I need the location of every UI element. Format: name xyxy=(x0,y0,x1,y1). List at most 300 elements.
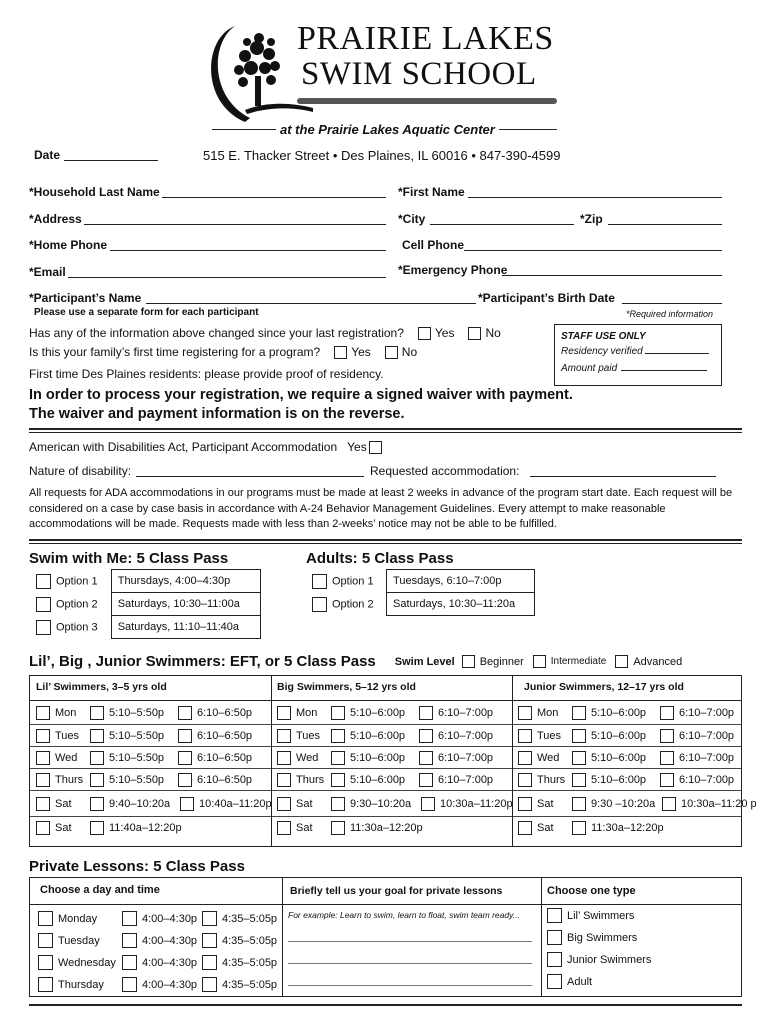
time-checkbox[interactable] xyxy=(572,797,586,811)
time-checkbox[interactable] xyxy=(331,729,345,743)
time-label: 9:30 –10:20a xyxy=(591,798,656,810)
swimmers-day-option[interactable] xyxy=(36,773,83,787)
time-label: 5:10–6:00p xyxy=(591,774,647,786)
swimmers-time-option[interactable] xyxy=(662,797,757,811)
time-label: 9:40–10:20a xyxy=(109,798,171,810)
swimmers-time-option[interactable] xyxy=(331,821,423,835)
day-checkbox[interactable] xyxy=(277,751,291,765)
swimmers-time-option[interactable] xyxy=(660,773,734,787)
day-label: Thurs xyxy=(55,774,84,786)
time-label: 4:35–5:05p xyxy=(222,956,278,969)
time-checkbox[interactable] xyxy=(419,729,433,743)
email-label: *Email xyxy=(29,265,66,279)
adults-title: Adults: 5 Class Pass xyxy=(306,550,454,567)
day-checkbox[interactable] xyxy=(277,821,291,835)
time-label: 11:30a–12:20p xyxy=(591,822,664,834)
amount-label: Amount paid xyxy=(561,363,618,374)
brand-line1: PRAIRIE LAKES xyxy=(297,20,554,57)
requested-field[interactable] xyxy=(530,476,716,477)
residency-field[interactable] xyxy=(645,353,709,354)
swimmers-time-option[interactable] xyxy=(178,773,252,787)
school-address: 515 E. Thacker Street • Des Plaines, IL 60016 • 847-390-4599 xyxy=(203,148,561,163)
email-field[interactable] xyxy=(68,277,386,278)
swimmers-time-option[interactable] xyxy=(572,797,655,811)
day-checkbox[interactable] xyxy=(277,773,291,787)
time-checkbox[interactable] xyxy=(419,706,433,720)
private-col2-header: Briefly tell us your goal for private lessons xyxy=(290,885,503,897)
private-day-option[interactable] xyxy=(38,911,97,926)
adults-table xyxy=(312,569,535,616)
private-time-option[interactable] xyxy=(122,933,197,948)
time-checkbox[interactable] xyxy=(662,797,676,811)
time-checkbox[interactable] xyxy=(122,933,137,948)
ada-paragraph: All requests for ADA accommodations in our programs must be made at least 2 weeks in advance of the program start date. Each request will be considered on a case by case basis in accordance with A-24 Behavior Management Guidelines. Every attempt to make reasonable accommodations will be made. Requests made with less than 2-weeks’ notice may not be able to be fulfilled. xyxy=(29,487,733,530)
time-label: 4:35–5:05p xyxy=(222,978,278,991)
waiver-notice xyxy=(29,386,573,424)
emergency-phone-field[interactable] xyxy=(502,275,722,276)
nature-field[interactable] xyxy=(136,476,364,477)
time-label: 6:10–6:50p xyxy=(197,730,253,742)
time-checkbox[interactable] xyxy=(331,773,345,787)
day-label: Thursday xyxy=(58,978,104,991)
time-checkbox[interactable] xyxy=(178,751,192,765)
swimmers-time-option[interactable] xyxy=(90,751,164,765)
swimmers-time-option[interactable] xyxy=(178,751,252,765)
time-checkbox[interactable] xyxy=(331,797,345,811)
swimmers-time-option[interactable] xyxy=(572,773,646,787)
swimmers-time-option[interactable] xyxy=(331,797,411,811)
staff-use-box xyxy=(554,324,722,386)
bottom-rule xyxy=(29,1004,742,1006)
time-label: 10:30a–11:20p xyxy=(440,798,513,810)
swimmers-time-option[interactable] xyxy=(331,751,405,765)
home-phone-field[interactable] xyxy=(110,250,386,251)
first-name-field[interactable] xyxy=(468,197,722,198)
time-label: 5:10–6:00p xyxy=(350,774,406,786)
day-checkbox[interactable] xyxy=(518,706,532,720)
swimmers-day-option[interactable] xyxy=(36,821,72,835)
type-checkbox[interactable] xyxy=(547,908,562,923)
time-label: 6:10–7:00p xyxy=(679,774,735,786)
time-checkbox[interactable] xyxy=(572,773,586,787)
day-checkbox[interactable] xyxy=(518,729,532,743)
time-checkbox[interactable] xyxy=(331,751,345,765)
time-label: 5:10–6:00p xyxy=(350,707,406,719)
swimmers-day-option[interactable] xyxy=(36,706,76,720)
type-checkbox[interactable] xyxy=(547,952,562,967)
day-checkbox[interactable] xyxy=(38,955,53,970)
private-time-option[interactable] xyxy=(202,955,277,970)
time-checkbox[interactable] xyxy=(660,706,674,720)
swimmers-table xyxy=(29,675,757,847)
swimmers-time-option[interactable] xyxy=(90,821,182,835)
requested-label: Requested accommodation: xyxy=(370,464,520,478)
time-checkbox[interactable] xyxy=(660,729,674,743)
time-label: 4:00–4:30p xyxy=(142,934,198,947)
q1-no-label: No xyxy=(485,326,501,340)
swimmers-day-option[interactable] xyxy=(36,729,79,743)
participant-name-field[interactable] xyxy=(146,303,476,304)
day-checkbox[interactable] xyxy=(518,773,532,787)
swimmers-day-option[interactable] xyxy=(277,773,324,787)
swimmers-day-option[interactable] xyxy=(36,797,72,811)
participant-birth-date-field[interactable] xyxy=(622,303,722,304)
day-checkbox[interactable] xyxy=(518,797,532,811)
time-checkbox[interactable] xyxy=(331,706,345,720)
logo xyxy=(205,18,565,126)
time-checkbox[interactable] xyxy=(178,729,192,743)
swm-option-cell xyxy=(36,570,111,593)
private-time-option[interactable] xyxy=(202,933,277,948)
goal-line[interactable] xyxy=(288,985,532,986)
time-checkbox[interactable] xyxy=(419,751,433,765)
time-label: 5:10–6:00p xyxy=(350,752,406,764)
swimmers-time-option[interactable] xyxy=(572,706,646,720)
day-label: Tuesday xyxy=(58,934,100,947)
swimmers-time-option[interactable] xyxy=(572,751,646,765)
private-time-option[interactable] xyxy=(122,911,197,926)
day-checkbox[interactable] xyxy=(36,773,50,787)
level-beginner-checkbox[interactable] xyxy=(462,655,475,668)
type-label: Junior Swimmers xyxy=(567,953,652,966)
swimmers-column-header: Lil’ Swimmers, 3–5 yrs old xyxy=(36,681,167,693)
time-label: 10:30a–11:20 p xyxy=(681,798,757,810)
swimmers-time-option[interactable] xyxy=(572,729,646,743)
day-checkbox[interactable] xyxy=(38,933,53,948)
day-label: Tues xyxy=(55,730,80,742)
day-checkbox[interactable] xyxy=(277,797,291,811)
swm-option-cell xyxy=(36,616,111,639)
day-label: Sat xyxy=(55,798,72,810)
adults-option-row xyxy=(312,593,535,616)
time-label: 4:00–4:30p xyxy=(142,956,198,969)
time-checkbox[interactable] xyxy=(660,751,674,765)
question-text: Is this your family’s first time registering for a program? xyxy=(29,345,321,359)
time-checkbox[interactable] xyxy=(331,821,345,835)
swm-option-checkbox[interactable] xyxy=(36,620,51,635)
wave-divider xyxy=(297,98,557,104)
swimmers-time-option[interactable] xyxy=(660,751,734,765)
swimmers-day-option[interactable] xyxy=(36,751,77,765)
day-label: Wed xyxy=(296,752,319,764)
swimmers-time-option[interactable] xyxy=(90,729,164,743)
adults-option-time: Saturdays, 10:30–11:20a xyxy=(387,593,535,616)
level-intermediate-label: Intermediate xyxy=(550,656,607,667)
day-checkbox[interactable] xyxy=(36,751,50,765)
time-checkbox[interactable] xyxy=(122,911,137,926)
level-advanced-label: Advanced xyxy=(633,655,683,668)
time-checkbox[interactable] xyxy=(90,706,104,720)
swimmers-time-option[interactable] xyxy=(419,773,493,787)
time-label: 5:10–6:00p xyxy=(591,752,647,764)
residency-label: Residency verified xyxy=(561,346,643,357)
time-checkbox[interactable] xyxy=(421,797,435,811)
adults-option-cell xyxy=(312,570,387,593)
day-checkbox[interactable] xyxy=(36,797,50,811)
private-table xyxy=(29,877,742,997)
swimmers-time-option[interactable] xyxy=(331,773,405,787)
swimmers-day-option[interactable] xyxy=(277,797,313,811)
household-last-name-label: *Household Last Name xyxy=(29,185,160,199)
q2-yes-checkbox[interactable] xyxy=(334,346,347,359)
question-residency: First time Des Plaines residents: please provide proof of residency. xyxy=(29,367,384,381)
goal-line[interactable] xyxy=(288,941,532,942)
day-checkbox[interactable] xyxy=(277,729,291,743)
time-checkbox[interactable] xyxy=(90,797,104,811)
time-checkbox[interactable] xyxy=(572,706,586,720)
private-day-option[interactable] xyxy=(38,933,100,948)
private-day-option[interactable] xyxy=(38,977,104,992)
goal-line[interactable] xyxy=(288,963,532,964)
swimmers-day-option[interactable] xyxy=(518,706,558,720)
question-first-time xyxy=(29,345,417,359)
day-label: Mon xyxy=(296,707,318,719)
waiver-line2: The waiver and payment information is on the reverse. xyxy=(29,406,405,422)
day-label: Wednesday xyxy=(58,956,116,969)
swimmers-title-row xyxy=(29,653,682,670)
private-col3-header: Choose one type xyxy=(547,885,636,897)
swm-option-checkbox[interactable] xyxy=(36,574,51,589)
time-checkbox[interactable] xyxy=(178,706,192,720)
swimmers-column-header: Junior Swimmers, 12–17 yrs old xyxy=(524,681,684,693)
staff-title: STAFF USE ONLY xyxy=(561,331,646,342)
day-checkbox[interactable] xyxy=(36,729,50,743)
household-last-name-field[interactable] xyxy=(162,197,386,198)
adults-option-label: Option 2 xyxy=(332,597,374,610)
time-checkbox[interactable] xyxy=(122,955,137,970)
type-label: Lil’ Swimmers xyxy=(567,909,635,922)
private-type-option[interactable] xyxy=(547,974,592,989)
private-time-option[interactable] xyxy=(202,977,277,992)
time-label: 4:35–5:05p xyxy=(222,934,278,947)
day-label: Sat xyxy=(537,822,554,834)
private-time-option[interactable] xyxy=(122,955,197,970)
ada-yes-checkbox[interactable] xyxy=(369,441,382,454)
day-checkbox[interactable] xyxy=(36,706,50,720)
day-checkbox[interactable] xyxy=(518,821,532,835)
time-checkbox[interactable] xyxy=(572,821,586,835)
time-label: 11:40a–12:20p xyxy=(109,822,182,834)
time-checkbox[interactable] xyxy=(122,977,137,992)
swimmers-day-option[interactable] xyxy=(518,821,554,835)
swim-with-me-title: Swim with Me: 5 Class Pass xyxy=(29,550,229,567)
date-label: Date xyxy=(34,148,61,162)
brand-line2: SWIM SCHOOL xyxy=(301,56,537,92)
time-label: 6:10–7:00p xyxy=(438,752,494,764)
time-checkbox[interactable] xyxy=(90,773,104,787)
time-label: 6:10–7:00p xyxy=(679,752,735,764)
time-label: 6:10–6:50p xyxy=(197,774,253,786)
question-text: Has any of the information above changed since your last registration? xyxy=(29,326,404,340)
private-type-option[interactable] xyxy=(547,908,634,923)
swm-option-row xyxy=(36,616,261,639)
day-label: Sat xyxy=(537,798,554,810)
swimmers-time-option[interactable] xyxy=(419,706,493,720)
ada-yes-label: Yes xyxy=(347,440,367,454)
q1-yes-checkbox[interactable] xyxy=(418,327,431,340)
swimmers-time-option[interactable] xyxy=(419,729,493,743)
swimmers-time-option[interactable] xyxy=(419,751,493,765)
swm-option-label: Option 2 xyxy=(56,597,98,610)
participant-name-label: *Participant’s Name xyxy=(29,291,142,305)
section-divider xyxy=(29,428,742,433)
swimmers-time-option[interactable] xyxy=(660,729,734,743)
required-note: *Required information xyxy=(626,309,714,319)
type-checkbox[interactable] xyxy=(547,930,562,945)
amount-field[interactable] xyxy=(621,370,707,371)
waiver-line1: In order to process your registration, we require a signed waiver with payment. xyxy=(29,387,573,403)
private-day-option[interactable] xyxy=(38,955,116,970)
private-type-option[interactable] xyxy=(547,952,651,967)
zip-label: *Zip xyxy=(580,212,603,226)
swimmers-day-option[interactable] xyxy=(518,751,559,765)
swm-option-time: Saturdays, 11:10–11:40a xyxy=(111,616,260,639)
swimmers-time-option[interactable] xyxy=(90,706,164,720)
swimmers-day-option[interactable] xyxy=(518,729,561,743)
q2-no-checkbox[interactable] xyxy=(385,346,398,359)
time-label: 4:00–4:30p xyxy=(142,978,198,991)
private-time-option[interactable] xyxy=(122,977,197,992)
day-label: Wed xyxy=(55,752,78,764)
section-divider xyxy=(29,539,742,544)
time-checkbox[interactable] xyxy=(178,773,192,787)
swimmers-time-option[interactable] xyxy=(180,797,272,811)
time-checkbox[interactable] xyxy=(419,773,433,787)
time-label: 4:00–4:30p xyxy=(142,912,198,925)
swimmers-time-option[interactable] xyxy=(421,797,513,811)
day-label: Mon xyxy=(537,707,559,719)
time-checkbox[interactable] xyxy=(202,955,217,970)
time-checkbox[interactable] xyxy=(572,729,586,743)
swimmers-time-option[interactable] xyxy=(90,797,170,811)
swimmers-time-option[interactable] xyxy=(90,773,164,787)
time-checkbox[interactable] xyxy=(90,751,104,765)
swim-level-label: Swim Level xyxy=(394,655,455,668)
swm-option-cell xyxy=(36,593,111,616)
time-checkbox[interactable] xyxy=(660,773,674,787)
time-checkbox[interactable] xyxy=(180,797,194,811)
swimmers-day-option[interactable] xyxy=(277,751,318,765)
time-label: 11:30a–12:20p xyxy=(350,822,423,834)
cell-phone-field[interactable] xyxy=(464,250,722,251)
type-label: Adult xyxy=(567,975,593,988)
type-label: Big Swimmers xyxy=(567,931,638,944)
date-field[interactable] xyxy=(64,160,158,161)
swm-option-label: Option 1 xyxy=(56,574,98,587)
nature-label: Nature of disability: xyxy=(29,464,132,478)
swim-with-me-table xyxy=(36,569,261,639)
q2-yes-label: Yes xyxy=(351,345,371,359)
time-checkbox[interactable] xyxy=(572,751,586,765)
day-label: Thurs xyxy=(296,774,325,786)
day-checkbox[interactable] xyxy=(38,911,53,926)
swimmers-day-option[interactable] xyxy=(277,821,313,835)
day-label: Thurs xyxy=(537,774,566,786)
swimmers-time-option[interactable] xyxy=(572,821,664,835)
time-checkbox[interactable] xyxy=(202,911,217,926)
q1-no-checkbox[interactable] xyxy=(468,327,481,340)
adults-option-checkbox[interactable] xyxy=(312,574,327,589)
level-beginner-label: Beginner xyxy=(479,655,524,668)
swm-option-row xyxy=(36,570,261,593)
day-label: Sat xyxy=(55,822,72,834)
tagline: at the Prairie Lakes Aquatic Center xyxy=(280,122,495,137)
ada-label: American with Disabilities Act, Participant Accommodation xyxy=(29,440,338,454)
swm-option-label: Option 3 xyxy=(56,620,98,633)
time-label: 5:10–6:00p xyxy=(350,730,406,742)
tagline-row xyxy=(212,122,557,137)
day-label: Wed xyxy=(537,752,560,764)
level-intermediate-checkbox[interactable] xyxy=(533,655,546,668)
type-checkbox[interactable] xyxy=(547,974,562,989)
swimmers-day-option[interactable] xyxy=(518,773,565,787)
cell-phone-label: Cell Phone xyxy=(402,238,465,252)
time-label: 9:30–10:20a xyxy=(350,798,412,810)
swimmers-time-option[interactable] xyxy=(178,706,252,720)
time-label: 6:10–7:00p xyxy=(438,774,494,786)
time-checkbox[interactable] xyxy=(90,821,104,835)
day-label: Mon xyxy=(55,707,77,719)
day-label: Sat xyxy=(296,798,313,810)
swimmers-day-option[interactable] xyxy=(518,797,554,811)
time-label: 6:10–7:00p xyxy=(679,707,735,719)
emergency-phone-label: *Emergency Phone xyxy=(398,263,508,277)
day-checkbox[interactable] xyxy=(38,977,53,992)
day-checkbox[interactable] xyxy=(36,821,50,835)
swm-option-checkbox[interactable] xyxy=(36,597,51,612)
swimmers-time-option[interactable] xyxy=(331,729,405,743)
time-label: 6:10–7:00p xyxy=(438,707,494,719)
private-time-option[interactable] xyxy=(202,911,277,926)
first-name-label: *First Name xyxy=(398,185,465,199)
ada-row xyxy=(29,440,382,454)
q1-yes-label: Yes xyxy=(434,326,455,340)
swimmers-time-option[interactable] xyxy=(331,706,405,720)
time-label: 6:10–7:00p xyxy=(679,730,735,742)
day-label: Tues xyxy=(537,730,562,742)
adults-option-cell xyxy=(312,593,387,616)
swimmers-time-option[interactable] xyxy=(178,729,252,743)
adults-option-checkbox[interactable] xyxy=(312,597,327,612)
private-title: Private Lessons: 5 Class Pass xyxy=(29,858,245,875)
swimmers-time-option[interactable] xyxy=(660,706,734,720)
address-field[interactable] xyxy=(84,224,386,225)
adults-option-row xyxy=(312,570,535,593)
swimmers-column-header: Big Swimmers, 5–12 yrs old xyxy=(277,681,416,693)
separate-form-note: Please use a separate form for each participant xyxy=(34,307,259,318)
time-checkbox[interactable] xyxy=(202,933,217,948)
time-label: 5:10–5:50p xyxy=(109,752,165,764)
level-advanced-checkbox[interactable] xyxy=(615,655,628,668)
time-checkbox[interactable] xyxy=(90,729,104,743)
participant-birth-date-label: *Participant’s Birth Date xyxy=(478,291,615,305)
swimmers-day-option[interactable] xyxy=(277,729,320,743)
zip-field[interactable] xyxy=(608,224,722,225)
time-label: 6:10–6:50p xyxy=(197,752,253,764)
swm-option-time: Thursdays, 4:00–4:30p xyxy=(111,570,260,593)
time-label: 4:35–5:05p xyxy=(222,912,278,925)
time-label: 6:10–6:50p xyxy=(197,707,253,719)
city-field[interactable] xyxy=(430,224,574,225)
swimmers-title: Lil’, Big , Junior Swimmers: EFT, or 5 Class Pass xyxy=(29,653,376,670)
day-checkbox[interactable] xyxy=(518,751,532,765)
swimmers-day-option[interactable] xyxy=(277,706,317,720)
private-example: For example: Learn to swim, learn to float, swim team ready... xyxy=(288,910,520,920)
private-type-option[interactable] xyxy=(547,930,637,945)
day-checkbox[interactable] xyxy=(277,706,291,720)
swm-option-time: Saturdays, 10:30–11:00a xyxy=(111,593,260,616)
time-checkbox[interactable] xyxy=(202,977,217,992)
